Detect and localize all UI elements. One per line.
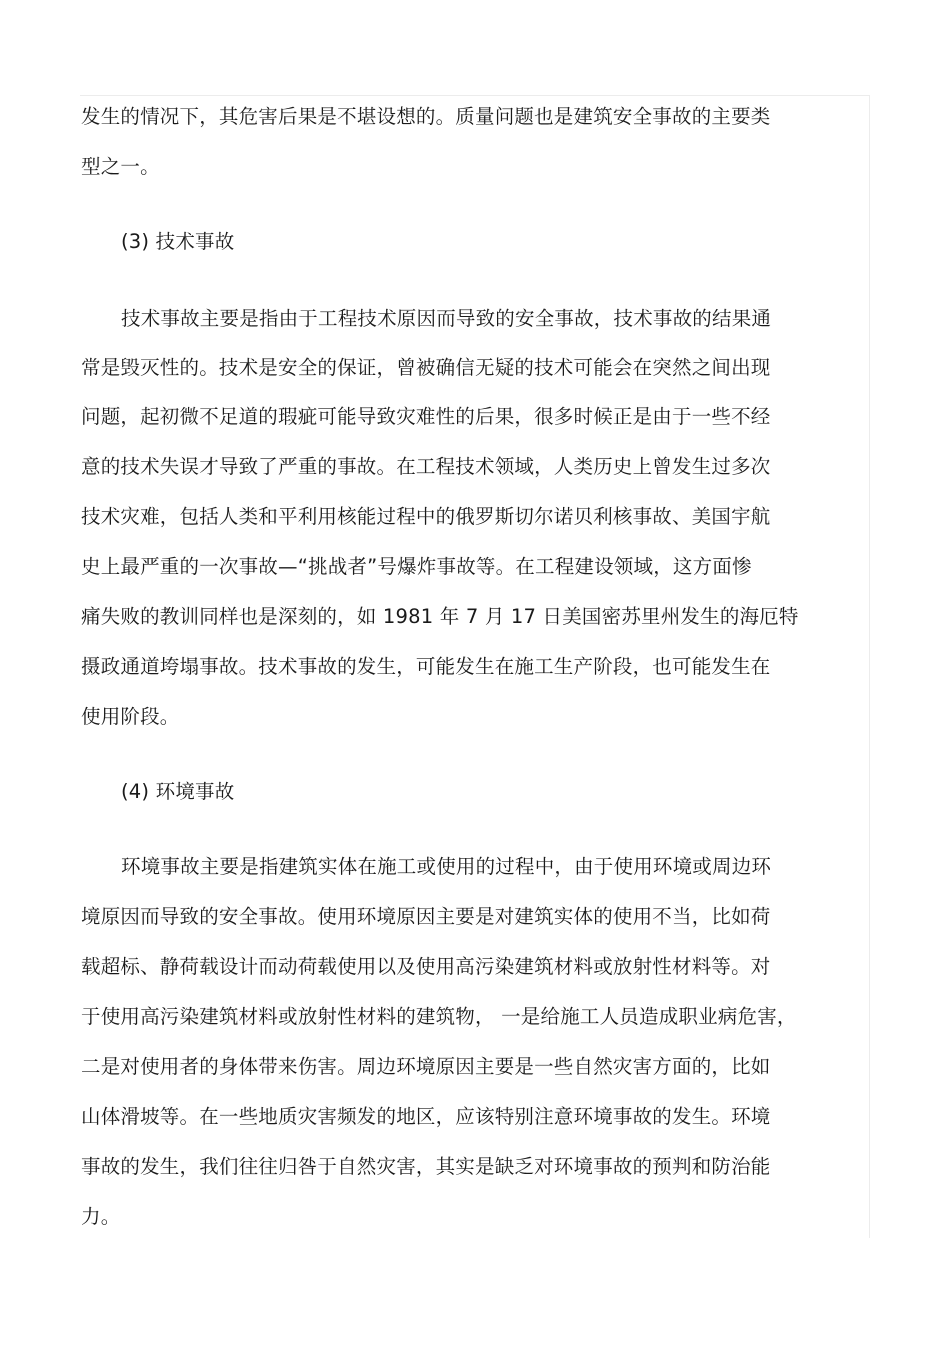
paragraph-line: 境原因而导致的安全事故。使用环境原因主要是对建筑实体的使用不当，比如荷 bbox=[81, 905, 771, 928]
paragraph-line: 发生的情况下，其危害后果是不堪设想的。质量问题也是建筑安全事故的主要类 bbox=[81, 105, 771, 128]
paragraph-line: 使用阶段。 bbox=[81, 705, 180, 728]
page-border-top bbox=[80, 95, 870, 96]
section-heading: (3) 技术事故 bbox=[121, 230, 235, 253]
paragraph-line: 常是毁灭性的。技术是安全的保证，曾被确信无疑的技术可能会在突然之间出现 bbox=[81, 356, 771, 379]
paragraph-line: 于使用高污染建筑材料或放射性材料的建筑物， 一是给施工人员造成职业病危害， bbox=[81, 1005, 797, 1028]
paragraph-line: 摄政通道垮塌事故。技术事故的发生，可能发生在施工生产阶段，也可能发生在 bbox=[81, 655, 771, 678]
section-heading: (4) 环境事故 bbox=[121, 780, 235, 803]
paragraph-line: 事故的发生，我们往往归咎于自然灾害，其实是缺乏对环境事故的预判和防治能 bbox=[81, 1155, 771, 1178]
paragraph-line: 二是对使用者的身体带来伤害。周边环境原因主要是一些自然灾害方面的，比如 bbox=[81, 1055, 771, 1078]
paragraph-line: 技术灾难，包括人类和平利用核能过程中的俄罗斯切尔诺贝利核事故、美国宇航 bbox=[81, 505, 771, 528]
paragraph-line: 意的技术失误才导致了严重的事故。在工程技术领域，人类历史上曾发生过多次 bbox=[81, 455, 771, 478]
paragraph-line: 载超标、静荷载设计而动荷载使用以及使用高污染建筑材料或放射性材料等。对 bbox=[81, 955, 771, 978]
paragraph-line: 力。 bbox=[81, 1205, 121, 1228]
paragraph-line: 痛失败的教训同样也是深刻的，如 1981 年 7 月 17 日美国密苏里州发生的海厄特 bbox=[81, 605, 799, 628]
paragraph-line: 型之一。 bbox=[81, 155, 160, 178]
paragraph-line: 山体滑坡等。在一些地质灾害频发的地区，应该特别注意环境事故的发生。环境 bbox=[81, 1105, 771, 1128]
page-border-right bbox=[869, 95, 870, 1238]
paragraph-line: 环境事故主要是指建筑实体在施工或使用的过程中，由于使用环境或周边环 bbox=[121, 855, 772, 878]
paragraph-line: 史上最严重的一次事故—“挑战者”号爆炸事故等。在工程建设领域，这方面惨 bbox=[81, 555, 752, 578]
paragraph-line: 技术事故主要是指由于工程技术原因而导致的安全事故，技术事故的结果通 bbox=[121, 307, 772, 330]
paragraph-line: 问题，起初微不足道的瑕疵可能导致灾难性的后果，很多时候正是由于一些不经 bbox=[81, 405, 771, 428]
